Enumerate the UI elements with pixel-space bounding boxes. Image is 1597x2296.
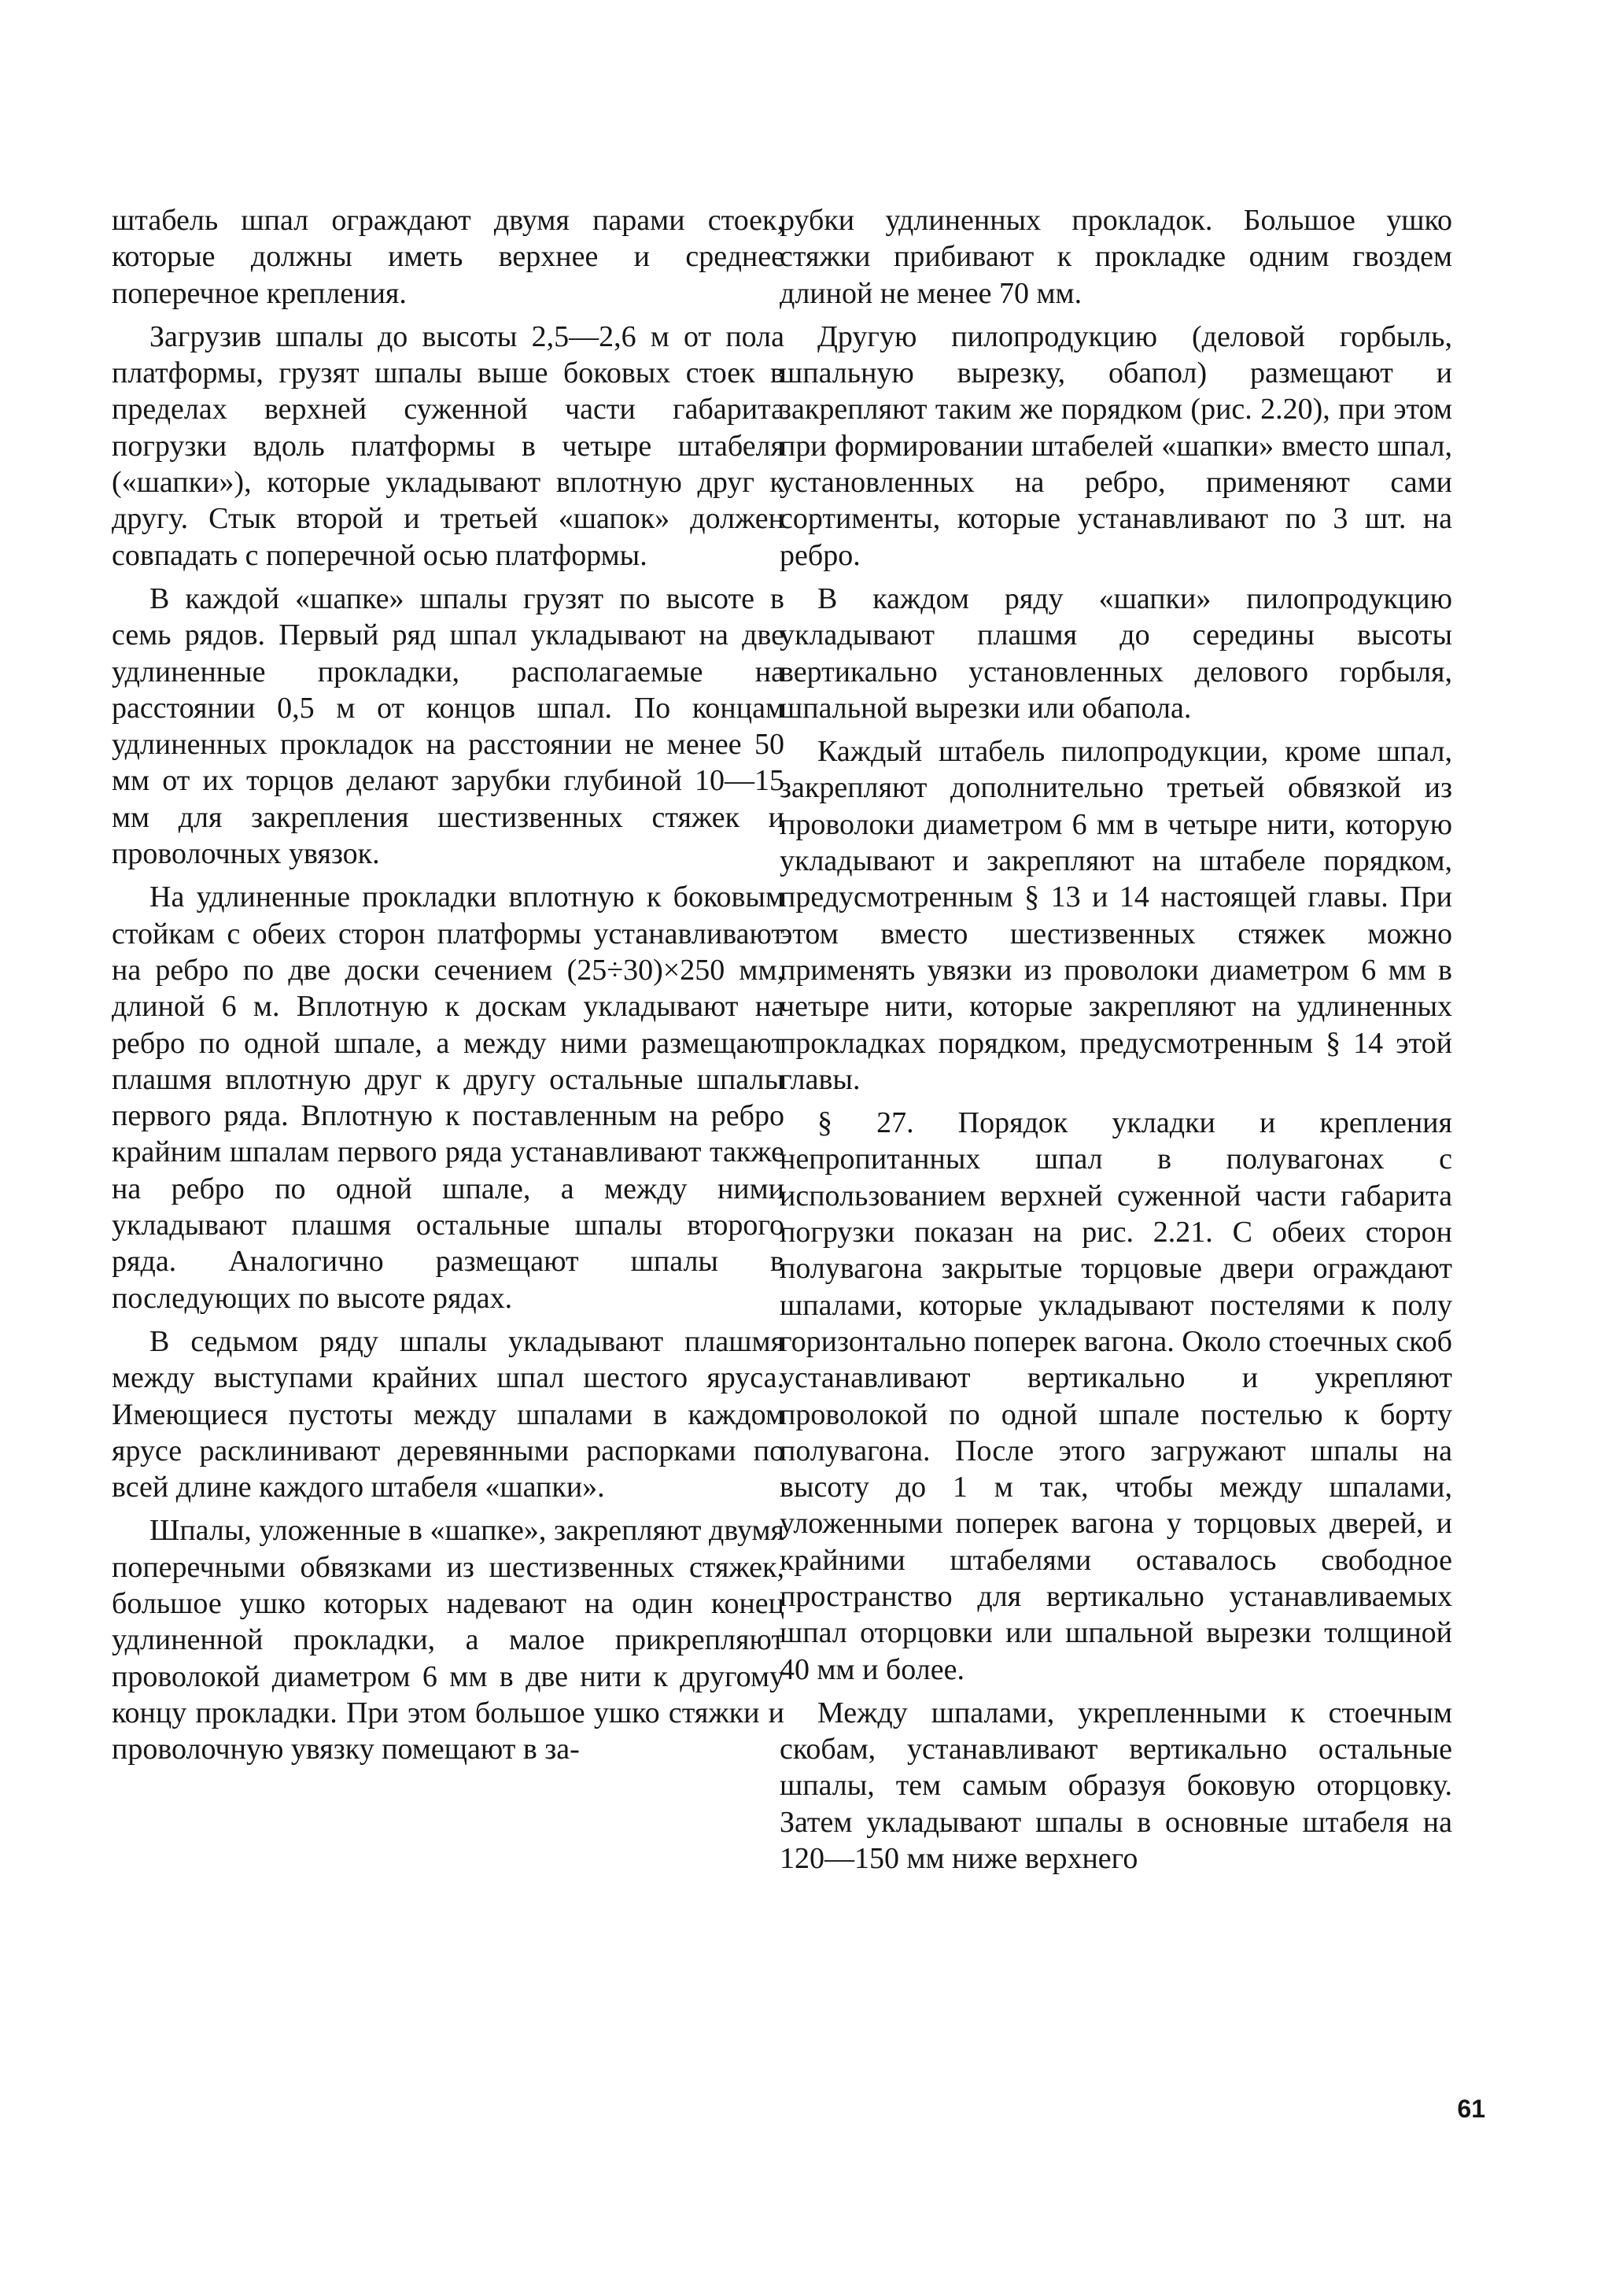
paragraph: § 27. Порядок укладки и крепления непропитанных шпал в полувагонах с использованием верхней суженной части габарита погрузки показан на рис. 2.21. С обеих сторон полувагона закрытые торцовые двери ограждают шпалами, которые укладывают постелями к полу горизонтально поперек вагона. Около стоечных скоб устанавливают вертикально и укрепляют проволокой по одной шпале постелью к борту полувагона. После этого загружают шпалы на высоту до 1 м так, чтобы между шпалами, уложенными поперек вагона у торцовых дверей, и крайними штабелями оставалось свободное пространство для вертикально устанавливаемых шпал оторцовки или шпальной вырезки толщиной 40 мм и более. <box>780 1106 1452 1686</box>
paragraph: Другую пилопродукцию (деловой горбыль, шпальную вырезку, обапол) размещают и закрепляют таким же порядком (рис. 2.20), при этом при формировании штабелей «шапки» вместо шпал, установленных на ребро, применяют сами сортименты, которые устанавливают по 3 шт. на ребро. <box>780 319 1452 572</box>
paragraph: В каждой «шапке» шпалы грузят по высоте в семь рядов. Первый ряд шпал укладывают на две удлиненные прокладки, располагаемые на расстоянии 0,5 м от концов шпал. По концам удлиненных прокладок на расстоянии не менее 50 мм от их торцов делают зарубки глубиной 10—15 мм для закрепления шестизвенных стяжек и проволочных увязок. <box>112 581 784 871</box>
paragraph: штабель шпал ограждают двумя парами стоек, которые должны иметь верхнее и среднее поперечное крепления. <box>112 204 784 310</box>
paragraph: Шпалы, уложенные в «шапке», закрепляют двумя поперечными обвязками из шестизвенных стяжек, большое ушко которых надевают на один конец удлиненной прокладки, а малое прикрепляют проволокой диаметром 6 мм в две нити к другому концу прокладки. При этом большое ушко стяжки и проволочную увязку помещают в за- <box>112 1514 784 1766</box>
paragraph: рубки удлиненных прокладок. Большое ушко стяжки прибивают к прокладке одним гвоздем длиной не менее 70 мм. <box>780 204 1452 310</box>
left-text-column <box>112 202 784 1774</box>
right-text-column <box>780 202 1452 1884</box>
paragraph: Между шпалами, укрепленными к стоечным скобам, устанавливают вертикально остальные шпалы, тем самым образуя боковую оторцовку. Затем укладывают шпалы в основные штабеля на 120—150 мм ниже верхнего <box>780 1696 1452 1876</box>
page-number: 61 <box>1457 2095 1485 2123</box>
paragraph: Загрузив шпалы до высоты 2,5—2,6 м от пола платформы, грузят шпалы выше боковых стоек в пределах верхней суженной части габарита погрузки вдоль платформы в четыре штабеля («шапки»), которые укладывают вплотную друг к другу. Стык второй и третьей «шапок» должен совпадать с поперечной осью платформы. <box>112 319 784 572</box>
paragraph: В каждом ряду «шапки» пилопродукцию укладывают плашмя до середины высоты вертикально установленных делового горбыля, шпальной вырезки или обапола. <box>780 581 1452 725</box>
paragraph: На удлиненные прокладки вплотную к боковым стойкам с обеих сторон платформы устанавливают на ребро по две доски сечением (25÷30)×250 мм, длиной 6 м. Вплотную к доскам укладывают на ребро по одной шпале, а между ними размещают плашмя вплотную друг к другу остальные шпалы первого ряда. Вплотную к поставленным на ребро крайним шпалам первого ряда устанавливают также на ребро по одной шпале, а между ними укладывают плашмя остальные шпалы второго ряда. Аналогично размещают шпалы в последующих по высоте рядах. <box>112 880 784 1315</box>
paragraph: Каждый штабель пилопродукции, кроме шпал, закрепляют дополнительно третьей обвязкой из проволоки диаметром 6 мм в четыре нити, которую укладывают и закрепляют на штабеле порядком, предусмотренным § 13 и 14 настоящей главы. При этом вместо шестизвенных стяжек можно применять увязки из проволоки диаметром 6 мм в четыре нити, которые закрепляют на удлиненных прокладках порядком, предусмотренным § 14 этой главы. <box>780 735 1452 1096</box>
paragraph: В седьмом ряду шпалы укладывают плашмя между выступами крайних шпал шестого яруса. Имеющиеся пустоты между шпалами в каждом ярусе расклинивают деревянными распорками по всей длине каждого штабеля «шапки». <box>112 1324 784 1504</box>
